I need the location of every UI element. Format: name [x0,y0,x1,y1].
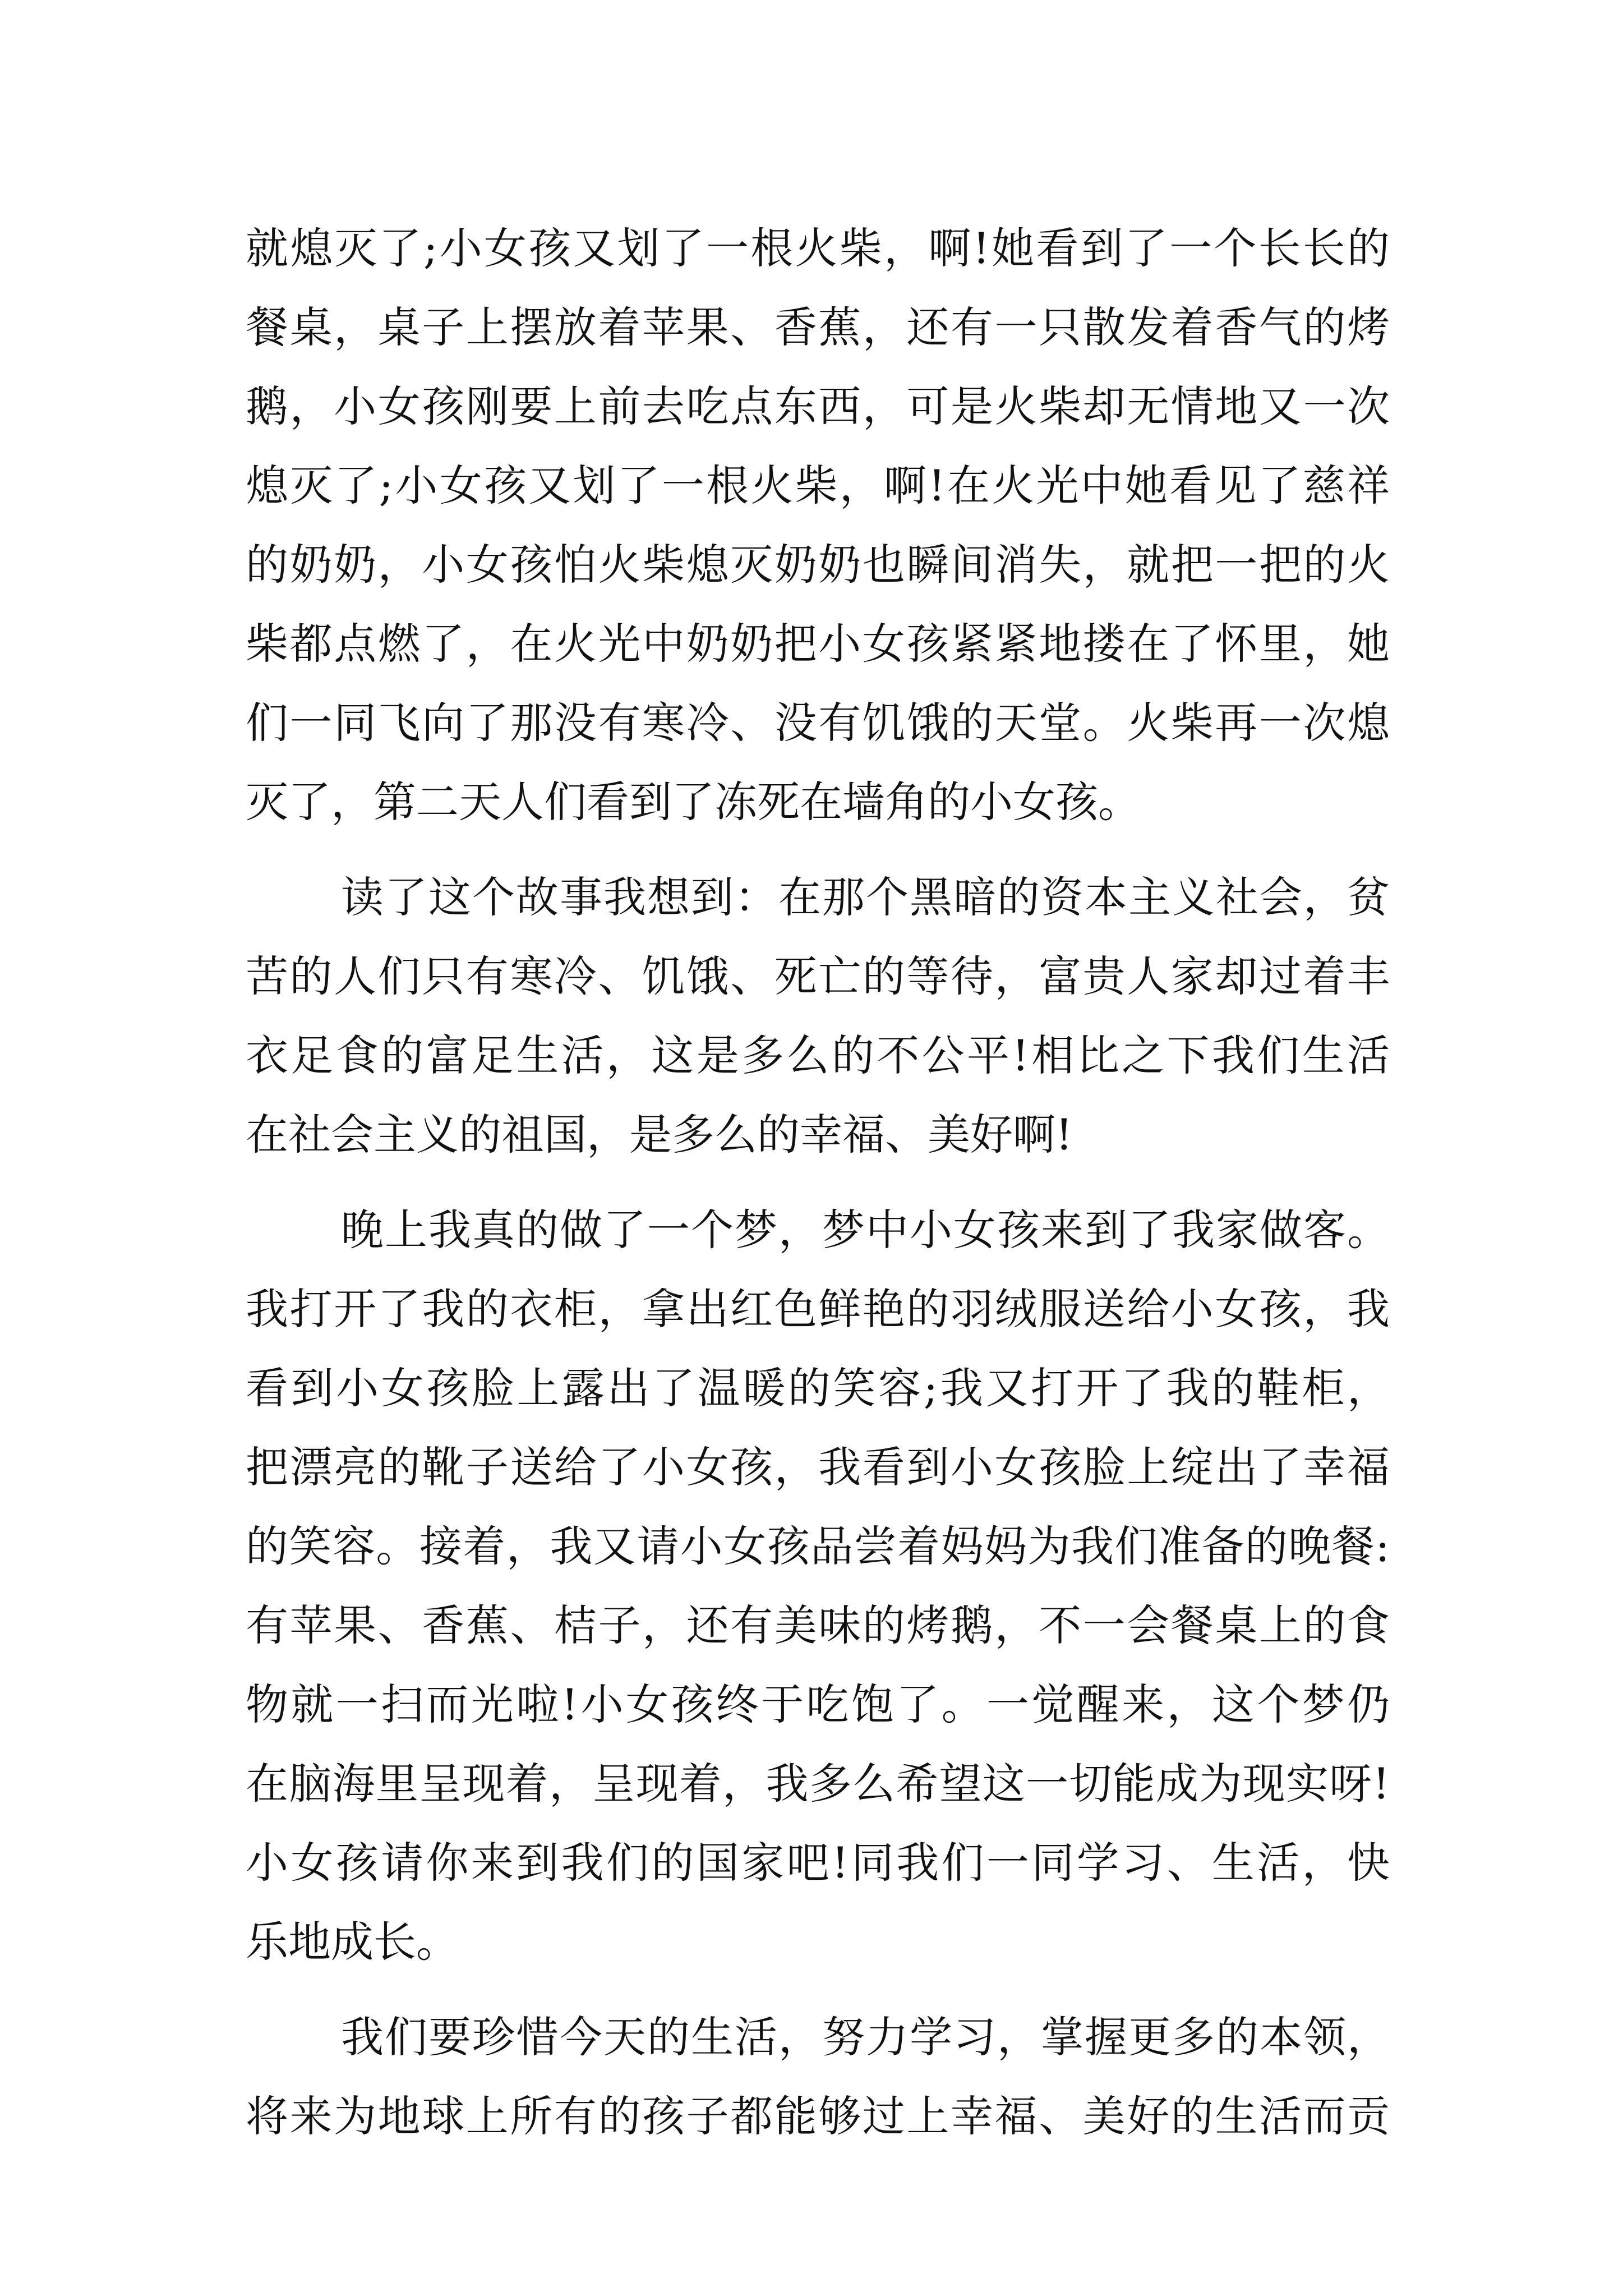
text-line: 读了这个故事我想到：在那个黑暗的资本主义社会，贫 [341,872,1390,922]
text-line: 看到小女孩脸上露出了温暖的笑容;我又打开了我的鞋柜， [246,1363,1390,1413]
text-line: 鹅，小女孩刚要上前去吃点东西，可是火柴却无情地又一次 [246,381,1390,431]
text-line: 物就一扫而光啦!小女孩终于吃饱了。一觉醒来，这个梦仍 [246,1680,1390,1729]
paragraph-gap [246,1981,1390,1998]
text-line: 将来为地球上所有的孩子都能够过上幸福、美好的生活而贡 [246,2091,1390,2141]
paragraph-gap [246,841,1390,858]
paragraph [246,858,1390,1174]
paragraph [246,1190,1390,1981]
paragraph-gap [246,1174,1390,1190]
essay-body [246,209,1390,2156]
paragraph [246,1998,1390,2156]
paragraph [246,209,1390,841]
text-line: 衣足食的富足生活，这是多么的不公平!相比之下我们生活 [246,1030,1390,1080]
text-line: 的笑容。接着，我又请小女孩品尝着妈妈为我们准备的晚餐: [246,1521,1390,1571]
text-line: 就熄灭了;小女孩又划了一根火柴，啊!她看到了一个长长的 [246,223,1390,273]
text-line: 晚上我真的做了一个梦，梦中小女孩来到了我家做客。 [341,1205,1390,1255]
text-line: 在社会主义的祖国，是多么的幸福、美好啊! [246,1110,1073,1159]
text-line: 有苹果、香蕉、桔子，还有美味的烤鹅，不一会餐桌上的食 [246,1600,1390,1650]
text-line: 苦的人们只有寒冷、饥饿、死亡的等待，富贵人家却过着丰 [246,951,1390,1001]
text-line: 乐地成长。 [246,1917,459,1967]
text-line: 餐桌，桌子上摆放着苹果、香蕉，还有一只散发着香气的烤 [246,302,1390,352]
text-line: 熄灭了;小女孩又划了一根火柴，啊!在火光中她看见了慈祥 [246,461,1390,510]
text-line: 把漂亮的靴子送给了小女孩，我看到小女孩脸上绽出了幸福 [246,1442,1390,1492]
text-line: 我们要珍惜今天的生活，努力学习，掌握更多的本领， [341,2012,1390,2062]
text-line: 我打开了我的衣柜，拿出红色鲜艳的羽绒服送给小女孩，我 [246,1284,1390,1334]
text-line: 在脑海里呈现着，呈现着，我多么希望这一切能成为现实呀! [246,1759,1390,1809]
text-line: 柴都点燃了，在火光中奶奶把小女孩紧紧地搂在了怀里，她 [246,619,1390,669]
text-line: 灭了，第二天人们看到了冻死在墙角的小女孩。 [246,777,1141,827]
text-line: 的奶奶，小女孩怕火柴熄灭奶奶也瞬间消失，就把一把的火 [246,540,1390,590]
text-line: 们一同飞向了那没有寒冷、没有饥饿的天堂。火柴再一次熄 [246,698,1390,748]
text-line: 小女孩请你来到我们的国家吧!同我们一同学习、生活，快 [246,1838,1390,1888]
